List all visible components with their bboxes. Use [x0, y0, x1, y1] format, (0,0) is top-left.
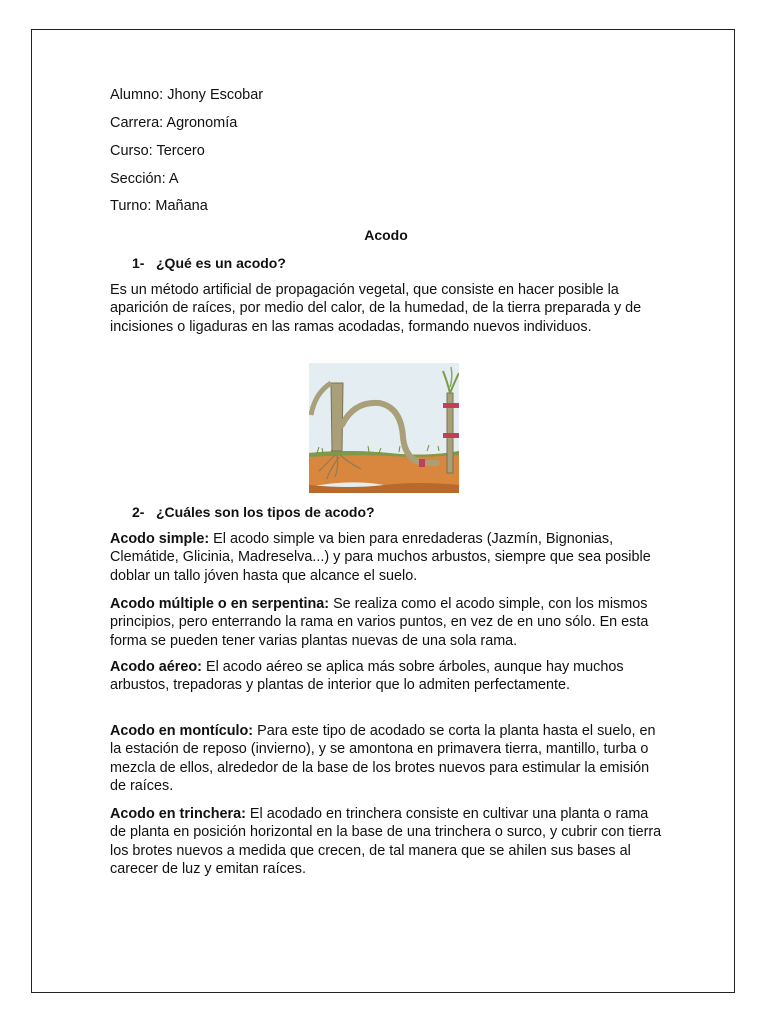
type-paragraph-simple	[110, 530, 662, 585]
question-2-number: 2-	[132, 504, 145, 520]
document-page	[31, 29, 735, 993]
layering-illustration-icon	[309, 363, 459, 493]
type-description: El acodo simple va bien para enredaderas (Jazmín, Bignonias, Clemátide, Glicinia, Madreselva...) y para muchos arbustos, siempre que sea posible doblar un tallo jóven hasta que alcance el suelo.	[110, 531, 651, 584]
definition-paragraph: Es un método artificial de propagación vegetal, que consiste en hacer posible la aparición de raíces, por medio del calor, de la humedad, de la tierra preparada y de incisiones o ligaduras en las ramas acodadas, formando nuevos individuos.	[110, 282, 642, 335]
student-name: Alumno: Jhony Escobar	[110, 87, 264, 103]
shift: Turno: Mañana	[110, 198, 208, 214]
type-paragraph-aerial	[110, 658, 662, 695]
type-term: Acodo aéreo:	[110, 659, 202, 675]
type-term: Acodo múltiple o en serpentina:	[110, 596, 330, 612]
type-term: Acodo en montículo:	[110, 723, 254, 739]
type-description: El acodado en trinchera consiste en cultivar una planta o rama de planta en posición horizontal en la base de una trinchera o surco, y cubrir con tierra los brotes nuevos a medida que crecen, de tal manera que se ahilen sus bases al carecer de luz y emitan raíces.	[110, 806, 662, 878]
document-title: Acodo	[364, 227, 408, 243]
question-2-text: ¿Cuáles son los tipos de acodo?	[156, 504, 375, 520]
type-paragraph-multiple	[110, 595, 662, 650]
type-description: Se realiza como el acodo simple, con los mismos principios, pero enterrando la rama en varios puntos, en vez de en uno sólo. En esta forma se pueden tener varias plantas nuevas de una sola rama.	[110, 596, 649, 649]
layering-illustration	[309, 363, 459, 493]
question-2	[132, 503, 375, 521]
type-description: El acodo aéreo se aplica más sobre árboles, aunque hay muchos arbustos, trepadoras y plantas de interior que lo admiten perfectamente.	[110, 659, 624, 694]
section: Sección: A	[110, 171, 179, 187]
type-paragraph-mound	[110, 722, 662, 796]
course: Curso: Tercero	[110, 143, 205, 159]
type-term: Acodo en trinchera:	[110, 806, 246, 822]
type-term: Acodo simple:	[110, 531, 210, 547]
question-1	[132, 254, 286, 272]
type-description: Para este tipo de acodado se corta la planta hasta el suelo, en la estación de reposo (invierno), y se amontona en primavera tierra, mantillo, turba o mezcla de ellos, alrededor de la base de los brotes nuevos para estimular la emisión de raíces.	[110, 723, 656, 795]
type-paragraph-trench	[110, 805, 662, 879]
question-1-text: ¿Qué es un acodo?	[156, 255, 286, 271]
question-1-number: 1-	[132, 255, 145, 271]
career: Carrera: Agronomía	[110, 115, 238, 131]
